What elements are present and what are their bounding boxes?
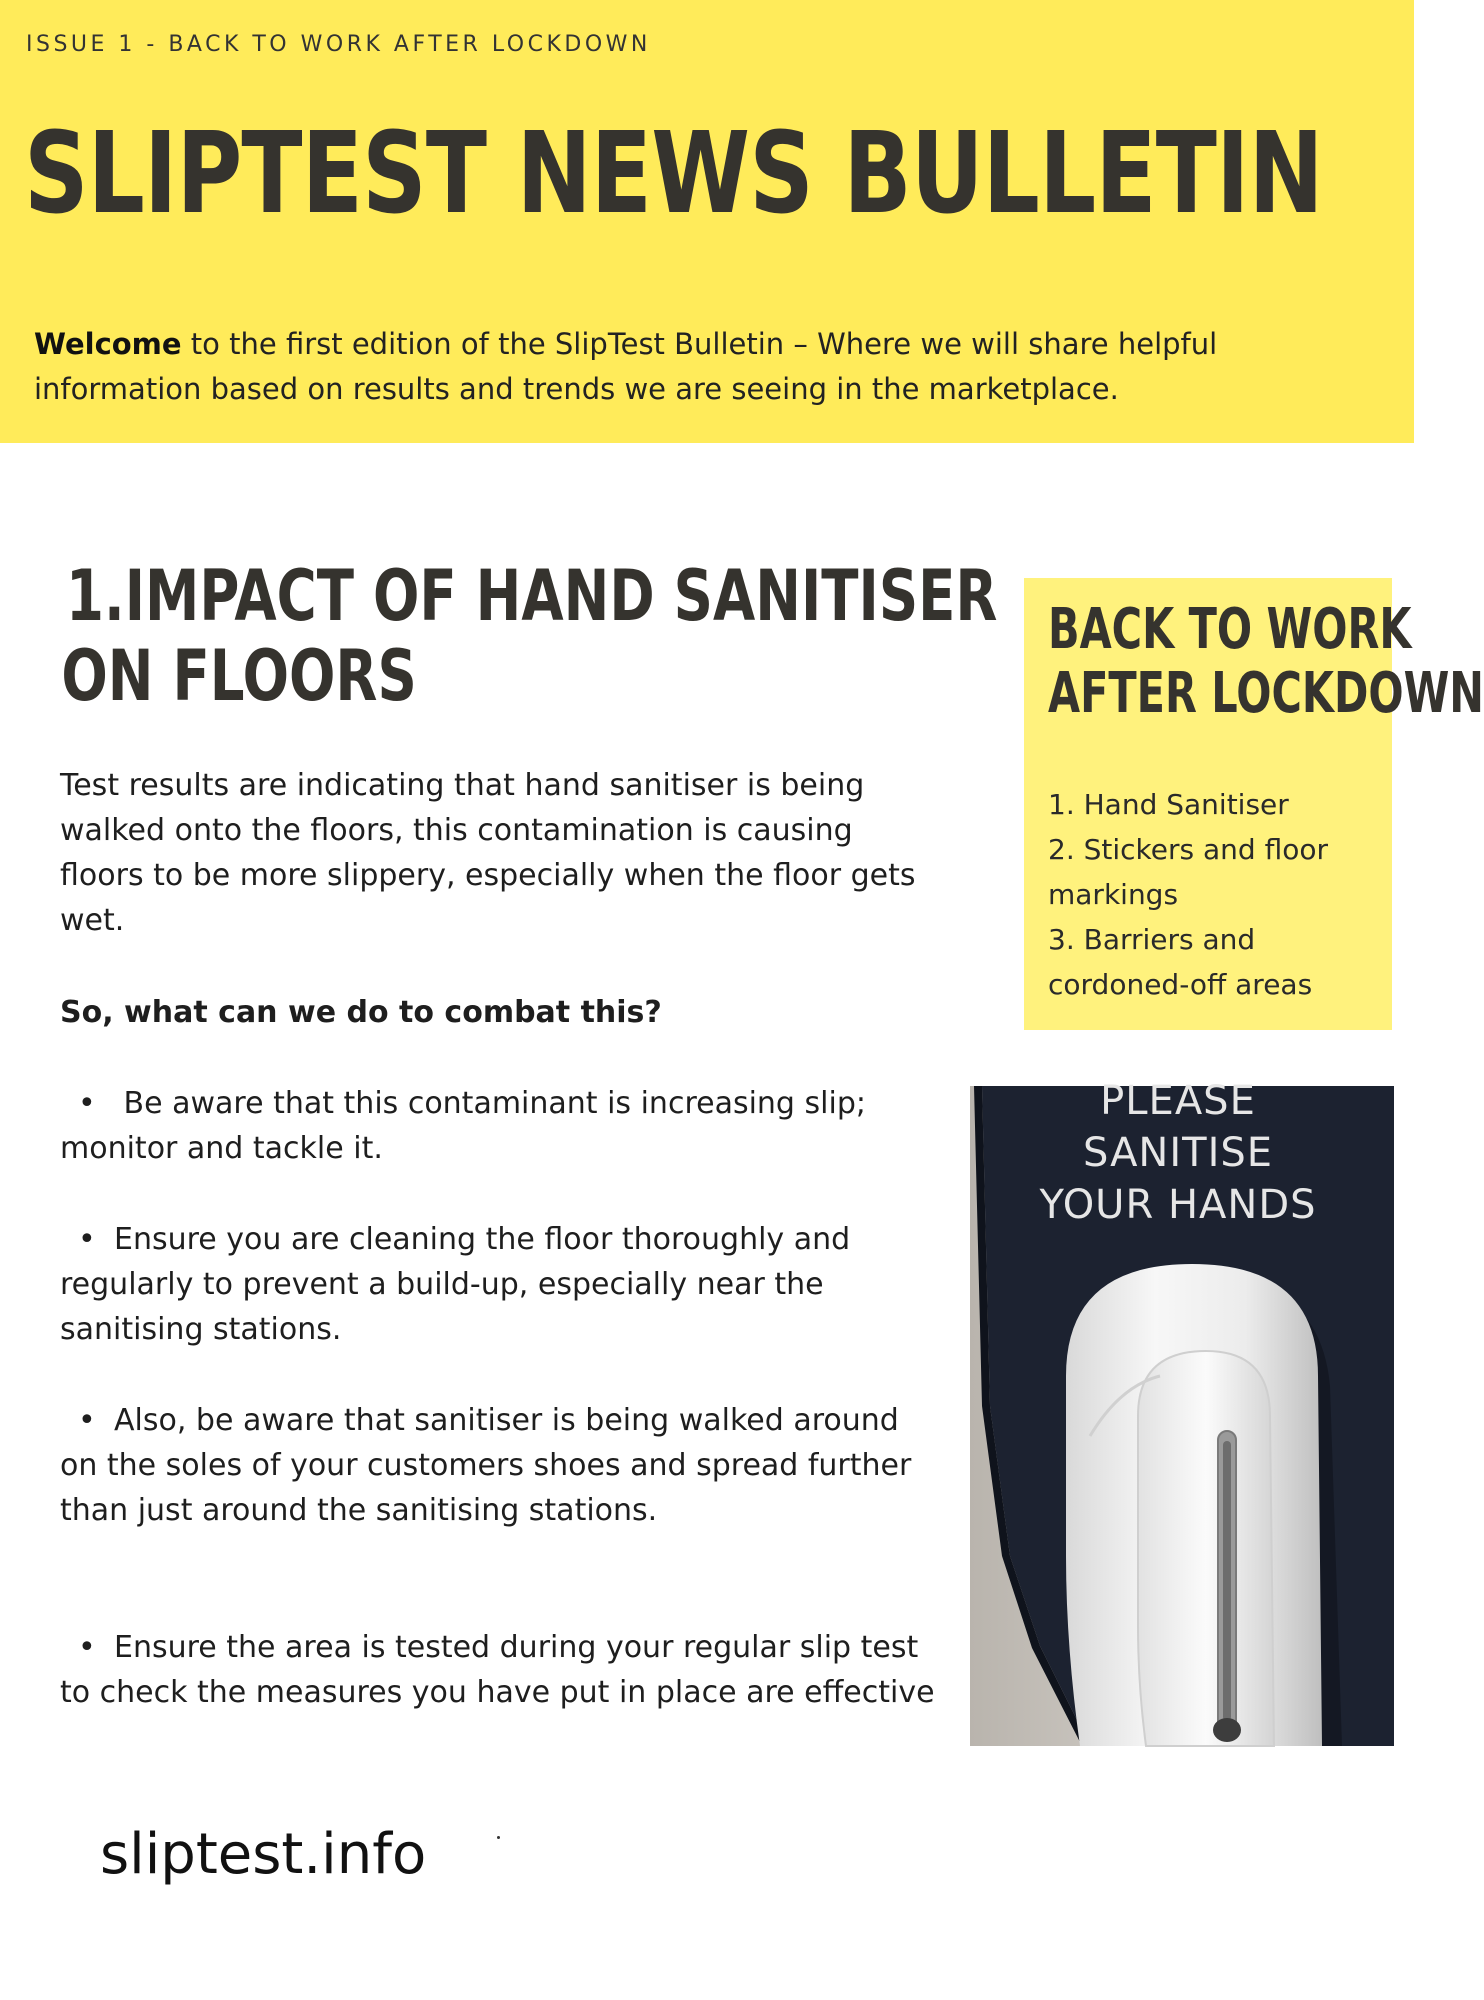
bulletin-title: SLIPTEST NEWS BULLETIN <box>24 109 1323 239</box>
bullet-dot: • <box>78 1086 96 1121</box>
sign-line-2: SANITISE <box>1082 1130 1274 1176</box>
level-window-inner <box>1223 1441 1231 1721</box>
sidebar-title <box>1048 598 1484 726</box>
dispenser-nozzle <box>1213 1718 1241 1742</box>
article-title-line1: 1.IMPACT OF HAND SANITISER <box>66 555 998 637</box>
sidebar-list-item: 1. Hand Sanitiser <box>1048 788 1289 821</box>
bullet-text: Also, be aware that sanitiser is being walked around on the soles of your customers shoes and spread further than just around the sanitising stations. <box>60 1403 912 1528</box>
article-intro: Test results are indicating that hand sanitiser is being walked onto the floors, this contamination is causing floors to be more slippery, especially when the floor gets wet. <box>60 768 916 938</box>
welcome-bold: Welcome <box>34 327 182 361</box>
bullet-text: Ensure you are cleaning the floor thoroughly and regularly to prevent a build-up, especially near the sanitising stations. <box>60 1222 851 1347</box>
bullet-dot: • <box>78 1403 96 1438</box>
website-link[interactable]: sliptest.info <box>100 1822 427 1887</box>
bullet-item <box>60 1081 940 1171</box>
bullet-dot: • <box>78 1222 96 1257</box>
sidebar-title-line1: BACK TO WORK <box>1048 597 1412 662</box>
sidebar-list-item: 2. Stickers and floor markings <box>1048 833 1328 911</box>
bullet-dot: • <box>78 1630 96 1665</box>
article-title <box>61 555 998 717</box>
dispenser-inner-panel <box>1138 1351 1274 1746</box>
sidebar-list-item: 3. Barriers and cordoned-off areas <box>1048 923 1313 1001</box>
sign-line-3: YOUR HANDS <box>1039 1182 1317 1228</box>
bullet-text: Ensure the area is tested during your regular slip test to check the measures you have put in place are effective <box>60 1630 935 1710</box>
sidebar-list <box>1048 782 1388 1007</box>
sidebar-title-line2: AFTER LOCKDOWN <box>1048 661 1484 726</box>
bullet-item <box>60 1398 940 1533</box>
article-question: So, what can we do to combat this? <box>60 995 662 1030</box>
welcome-text: to the first edition of the SlipTest Bulletin – Where we will share helpful information based on results and trends we are seeing in the marketplace. <box>34 327 1218 406</box>
article-title-line2: ON FLOORS <box>61 635 417 717</box>
sanitiser-illustration <box>970 1078 1394 1746</box>
issue-line: ISSUE 1 - BACK TO WORK AFTER LOCKDOWN <box>26 32 651 57</box>
header-banner <box>0 0 1414 443</box>
sanitiser-photo <box>970 1078 1394 1746</box>
bullet-item <box>60 1625 940 1715</box>
bullet-item <box>60 1217 940 1352</box>
stray-dot <box>497 1836 500 1839</box>
sidebar-box <box>1024 578 1484 1030</box>
welcome-paragraph <box>34 322 1354 412</box>
bullet-text: Be aware that this contaminant is increasing slip; monitor and tackle it. <box>60 1086 866 1166</box>
sign-line-1: PLEASE <box>1100 1078 1256 1124</box>
